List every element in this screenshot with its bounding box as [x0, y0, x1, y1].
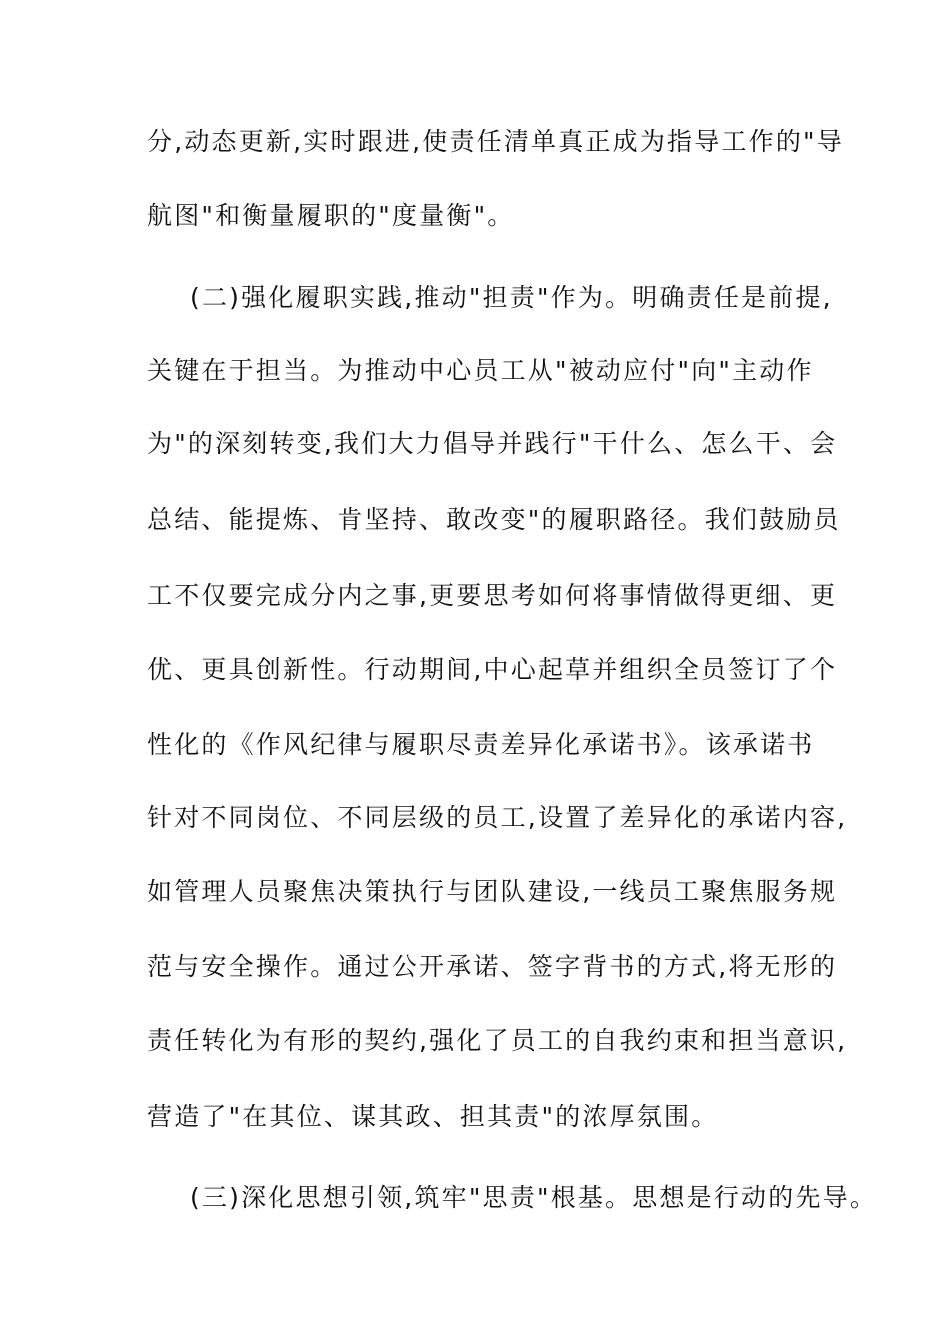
paragraph-line: 关键在于担当。为推动中心员工从"被动应付"向"主动作	[147, 356, 814, 385]
paragraph-line: 性化的《作风纪律与履职尽责差异化承诺书》。该承诺书	[147, 730, 815, 759]
paragraph-line: 总结、能提炼、肯坚持、敢改变"的履职路径。我们鼓励员	[147, 505, 841, 534]
paragraph-line: 分,动态更新,实时跟进,使责任清单真正成为指导工作的"导	[147, 127, 844, 156]
paragraph-line: 工不仅要完成分内之事,更要思考如何将事情做得更细、更	[147, 581, 838, 610]
paragraph-line: 营造了"在其位、谋其政、担其责"的浓厚氛围。	[147, 1102, 719, 1131]
paragraph-line: 责任转化为有形的契约,强化了员工的自我约束和担当意识,	[147, 1026, 848, 1055]
section-heading-line: (二)强化履职实践,推动"担责"作为。明确责任是前提,	[190, 283, 833, 312]
paragraph-line: 如管理人员聚焦决策执行与团队建设,一线员工聚焦服务规	[147, 877, 838, 906]
section-heading-line: (三)深化思想引领,筑牢"思责"根基。思想是行动的先导。	[190, 1183, 878, 1212]
paragraph-line: 航图"和衡量履职的"度量衡"。	[147, 201, 515, 230]
paragraph-line: 范与安全操作。通过公开承诺、签字背书的方式,将无形的	[147, 952, 838, 981]
paragraph-line: 为"的深刻转变,我们大力倡导并践行"干什么、怎么干、会	[147, 429, 838, 458]
paragraph-line: 针对不同岗位、不同层级的员工,设置了差异化的承诺内容,	[147, 803, 848, 832]
paragraph-line: 优、更具创新性。行动期间,中心起草并组织全员签订了个	[147, 655, 838, 684]
